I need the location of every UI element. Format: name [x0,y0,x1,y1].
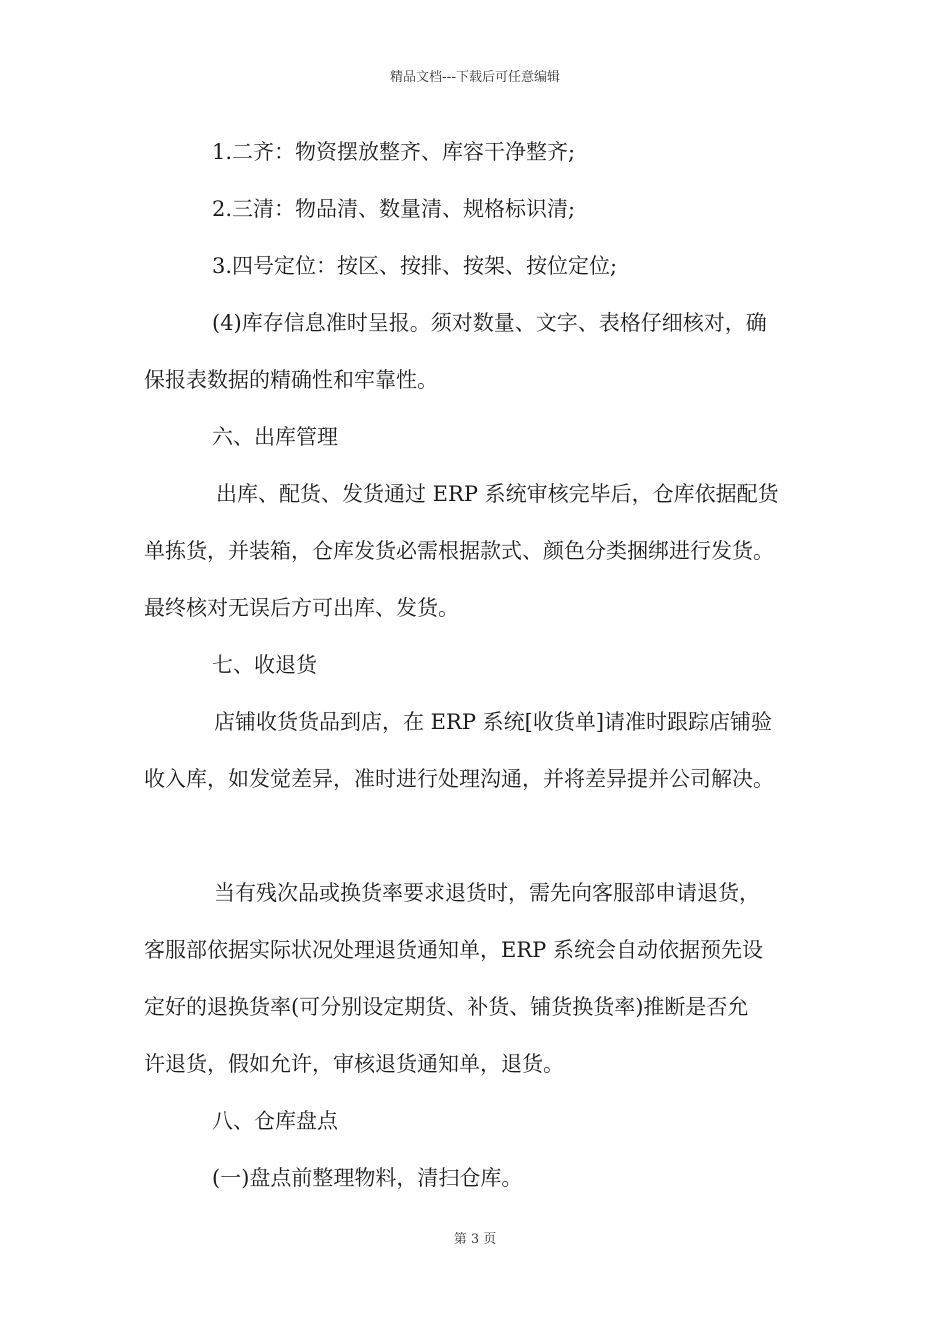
paragraph-line: (4)库存信息准时呈报。须对数量、文字、表格仔细核对，确 [212,311,767,335]
paragraph-line: 出库、配货、发货通过 ERP 系统审核完毕后，仓库依据配货 [216,482,779,506]
paragraph-line: 3.四号定位：按区、按排、按架、按位定位; [212,254,618,278]
paragraph-line: 许退货，假如允许，审核退货通知单，退货。 [144,1052,564,1076]
paragraph-line: 单拣货，并装箱，仓库发货必需根据款式、颜色分类捆绑进行发货。 [144,539,774,563]
paragraph-line: 当有残次品或换货率要求退货时，需先向客服部申请退货， [214,881,760,905]
paragraph-line: 收入库，如发觉差异，准时进行处理沟通，并将差异提并公司解决。 [144,767,774,791]
section-heading: 七、收退货 [212,653,317,677]
paragraph-line: 1.二齐：物资摆放整齐、库容干净整齐; [212,140,576,164]
page-number: 第 3 页 [453,1232,497,1247]
paragraph-line: 最终核对无误后方可出库、发货。 [144,596,459,620]
paragraph-line: 2.三清：物品清、数量清、规格标识清; [212,197,576,221]
paragraph-line: 客服部依据实际状况处理退货通知单，ERP 系统会自动依据预先设 [144,938,763,962]
section-heading: 八、仓库盘点 [212,1109,338,1133]
paragraph-line: 店铺收货货品到店，在 ERP 系统[收货单]请准时跟踪店铺验 [214,710,773,734]
page-header: 精品文档---下载后可任意编辑 [389,70,561,85]
section-heading: 六、出库管理 [212,425,338,449]
paragraph-line: 定好的退换货率(可分别设定期货、补货、铺货换货率)推断是否允 [144,995,749,1019]
paragraph-line: (一)盘点前整理物料，清扫仓库。 [212,1166,523,1190]
paragraph-line: 保报表数据的精确性和牢靠性。 [144,368,438,392]
